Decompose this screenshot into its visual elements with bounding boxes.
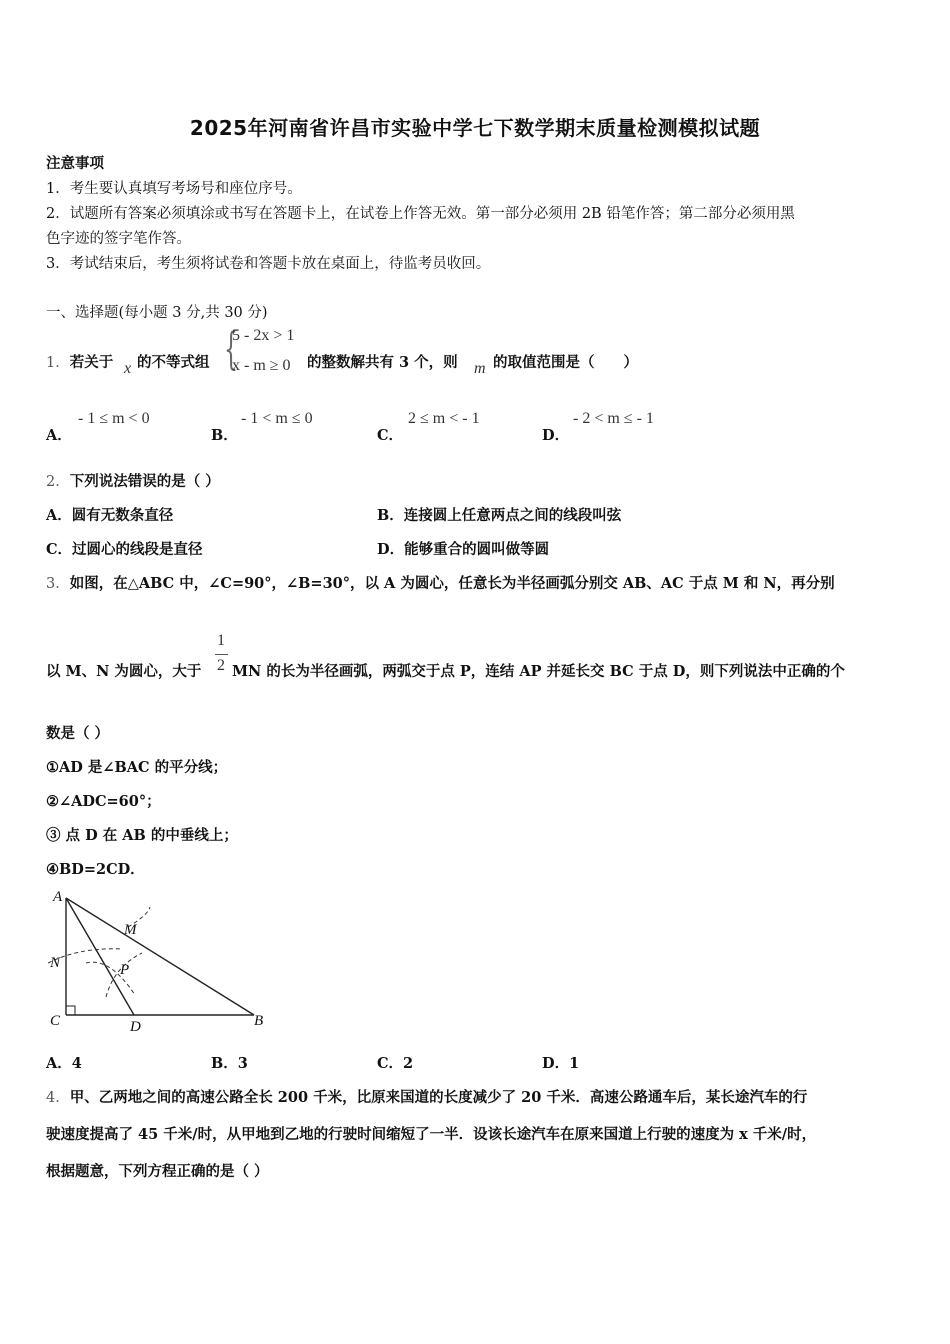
q4-line1-text: 甲、乙两地之间的高速公路全长 200 千米，比原来国道的长度减少了 20 千米．高速公路通车后，某长途汽车的行: [69, 1089, 808, 1106]
q1-text-d: 的取值范围是（ ）: [493, 354, 638, 371]
q4-stem-line3: 根据题意，下列方程正确的是（ ）: [46, 1163, 269, 1180]
label-A: A: [53, 889, 63, 905]
q1-option-c-label[interactable]: C．: [377, 427, 404, 444]
q1-text-c: 的整数解共有 3 个，则: [307, 354, 458, 371]
q3-triangle-figure: [40, 885, 275, 1035]
q1-system-line1: 5 - 2x > 1: [232, 327, 295, 344]
q4-number: 4．: [46, 1090, 70, 1106]
q1-option-d-label[interactable]: D．: [542, 427, 570, 444]
q3-statement-2: ②∠ADC=60°；: [46, 793, 161, 810]
notice-heading: 注意事项: [46, 155, 104, 172]
q2-option-c[interactable]: C．过圆心的线段是直径: [46, 541, 203, 558]
q2-option-d[interactable]: D．能够重合的圆叫做等圆: [377, 541, 550, 558]
q1-option-c-expr: 2 ≤ m < - 1: [408, 410, 480, 427]
page-title: 2025年河南省许昌市实验中学七下数学期末质量检测模拟试题: [189, 116, 761, 140]
q3-fraction-denominator: 2: [217, 657, 225, 674]
q3-option-d[interactable]: D．1: [542, 1055, 580, 1072]
section-heading: 一、选择题(每小题 3 分,共 30 分): [46, 305, 268, 321]
q1-option-b-label[interactable]: B．: [211, 427, 238, 444]
q2-stem: [46, 470, 220, 491]
q4-stem-line2: 驶速度提高了 45 千米/时，从甲地到乙地的行驶时间缩短了一半．设该长途汽车在原来国道上行驶的速度为 x 千米/时，: [46, 1126, 817, 1143]
q3-number: 3．: [46, 576, 70, 592]
segment-AD: [66, 898, 134, 1015]
q3-stem-line2b: MN 的长为半径画弧，两弧交于点 P，连结 AP 并延长交 BC 于点 D，则下列说法中正确的个: [232, 663, 845, 680]
q1-number: 1．: [46, 355, 70, 371]
q3-stem-line2a: 以 M、N 为圆心，大于: [46, 663, 202, 680]
q2-text: 下列说法错误的是（ ）: [69, 473, 220, 490]
q1-var-x: x: [124, 360, 132, 377]
q3-statement-3: ③ 点 D 在 AB 的中垂线上；: [46, 827, 238, 844]
q2-option-a[interactable]: A．圆有无数条直径: [46, 507, 174, 524]
q1-system-line2: x - m ≥ 0: [232, 357, 291, 374]
label-N: N: [50, 955, 61, 971]
q2-number: 2．: [46, 474, 70, 490]
q1-text-a: 若关于: [69, 354, 114, 371]
q3-stem-line3: 数是（ ）: [46, 725, 110, 742]
q4-stem-line1: [46, 1086, 807, 1107]
q3-stem-line1: [46, 572, 835, 593]
label-M: M: [124, 922, 137, 938]
segment-AB: [66, 898, 254, 1015]
q1-option-b-expr: - 1 < m ≤ 0: [241, 410, 313, 427]
q3-fraction-numerator: 1: [217, 632, 225, 649]
q1-var-m: m: [474, 360, 486, 377]
notice-item-1: 1．考生要认真填写考场号和座位序号。: [46, 181, 302, 197]
notice-item-3: 3．考试结束后，考生须将试卷和答题卡放在桌面上，待监考员收回。: [46, 256, 491, 272]
q1-option-d-expr: - 2 < m ≤ - 1: [573, 410, 654, 427]
q3-statement-4: ④BD=2CD．: [46, 861, 145, 878]
q1-stem: [46, 351, 113, 372]
q3-fraction-bar: [215, 654, 228, 655]
notice-item-2: 2．试题所有答案必须填涂或书写在答题卡上，在试卷上作答无效。第一部分必须用 2B 铅笔作答；第二部分必须用黑: [46, 206, 795, 222]
label-C: C: [50, 1013, 61, 1029]
label-D: D: [130, 1019, 141, 1035]
q3-line1-text: 如图，在△ABC 中，∠C=90°，∠B=30°，以 A 为圆心，任意长为半径画弧分别交 AB、AC 于点 M 和 N，再分别: [69, 575, 835, 592]
label-P: P: [120, 962, 130, 978]
q3-option-a[interactable]: A．4: [46, 1055, 82, 1072]
notice-item-2-cont: 色字迹的签字笔作答。: [46, 231, 191, 247]
label-B: B: [254, 1013, 264, 1029]
q3-option-b[interactable]: B．3: [211, 1055, 248, 1072]
q1-option-a-label[interactable]: A．: [46, 427, 72, 444]
q1-option-a-expr: - 1 ≤ m < 0: [78, 410, 150, 427]
q2-option-b[interactable]: B．连接圆上任意两点之间的线段叫弦: [377, 507, 622, 524]
right-angle-marker: [66, 1006, 75, 1015]
q3-option-c[interactable]: C．2: [377, 1055, 414, 1072]
q1-system-brace: {: [224, 324, 238, 375]
q1-text-b: 的不等式组: [137, 354, 210, 371]
q3-statement-1: ①AD 是∠BAC 的平分线；: [46, 759, 228, 776]
